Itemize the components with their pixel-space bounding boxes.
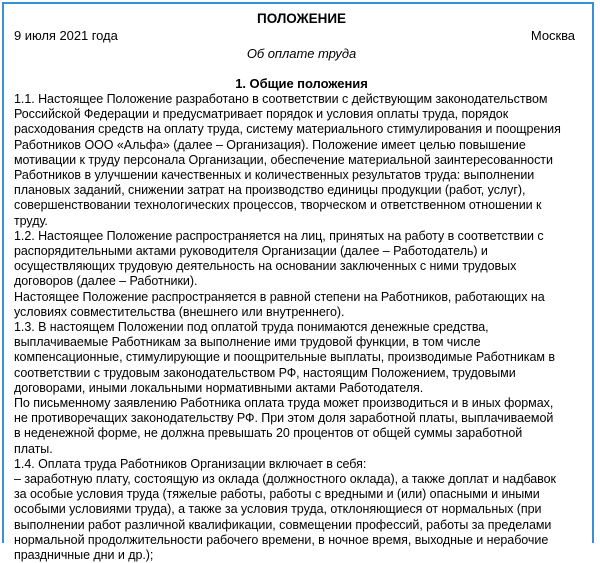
- document-frame: [2, 2, 594, 563]
- document-date: 9 июля 2021 года: [14, 28, 118, 43]
- document-title: ПОЛОЖЕНИЕ: [257, 11, 346, 26]
- paragraph-1-3-non-monetary: По письменному заявлению Работника оплата труда может производиться и в иных формах, не противоречащих законодательству РФ. При этом доля заработной платы, выплачиваемой в неденежной форме, не должна превышать 20 процентов от общей суммы заработной платы.: [14, 396, 554, 456]
- paragraph-1-4-salary-item: – заработную плату, состоящую из оклада (должностного оклада), а также доплат и надбавок за особые условия труда (тяжелые работы, работы с вредными и (или) опасными и иными особыми условиями труда), а также за условия труда, отклоняющиеся от нормальных (при выполнении работ различной квалификации, совмещении профессий, работы за пределами нормальной продолжительности рабочего времени, в ночное время, выходные и нерабочие праздничные дни и др.);: [14, 472, 556, 563]
- paragraph-1-1: 1.1. Настоящее Положение разработано в соответствии с действующим законодательством Российской Федерации и предусматривает порядок и условия оплаты труда, порядок расходования средств на оплату труда, систему материального стимулирования и поощрения Работников ООО «Альфа» (далее – Организация). Положение имеет целью повышение мотивации к труду персонала Организации, обеспечение материальной заинтересованности Работников в улучшении качественных и количественных результатов труда: выполнении плановых заданий, снижении затрат на производство единицы продукции (работ, услуг), совершенствовании технологических процессов, творческом и ответственном отношении к труду.: [14, 92, 561, 228]
- document-meta-row: [14, 28, 589, 44]
- paragraph-1-2-part-time: Настоящее Положение распространяется в равной степени на Работников, работающих на условиях совместительства (внешнего или внутреннего).: [14, 289, 545, 319]
- paragraph-1-2: 1.2. Настоящее Положение распространяется на лиц, принятых на работу в соответствии с распорядительными актами руководителя Организации (далее – Работодатель) и осуществляющих трудовую деятельность на основании заключенных с ними трудовых договоров (далее – Работники).: [14, 228, 544, 289]
- paragraph-1-3: 1.3. В настоящем Положении под оплатой труда понимаются денежные средства, выплачиваемые Работникам за выполнение ими трудовой функции, в том числе компенсационные, стимулирующие и поощрительные выплаты, производимые Работникам в соответствии с трудовым законодательством РФ, настоящим Положением, трудовыми договорами, иными локальными нормативными актами Работодателя.: [14, 320, 555, 395]
- regulation-document: [14, 10, 589, 563]
- paragraph-1-4: 1.4. Оплата труда Работников Организации включает в себя:: [14, 456, 367, 471]
- document-subtitle: Об оплате труда: [246, 46, 357, 61]
- section-heading: 1. Общие положения: [235, 76, 368, 91]
- document-city: Москва: [530, 28, 575, 43]
